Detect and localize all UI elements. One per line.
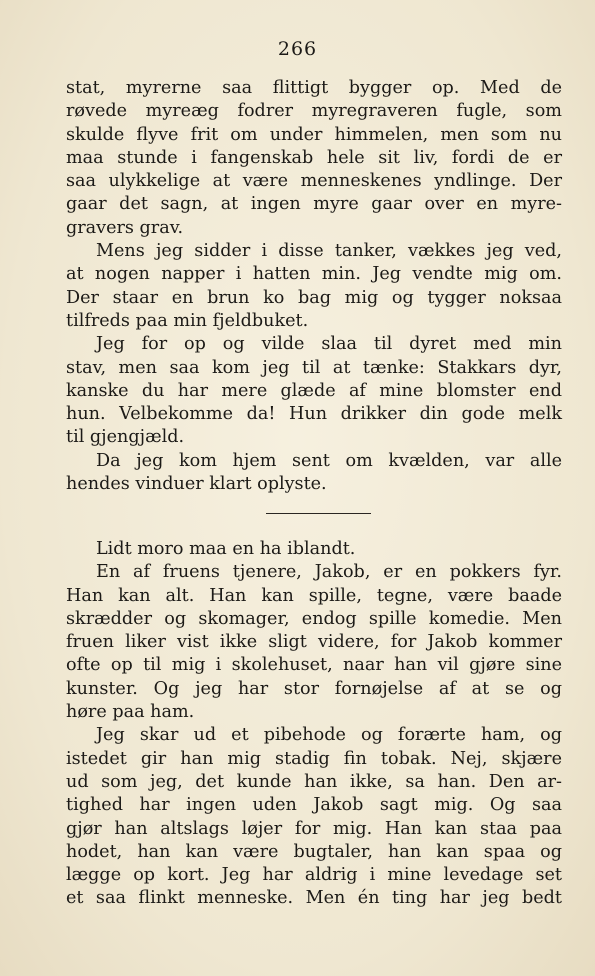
text-line: et saa flinkt menneske. Men én ting har jeg bedt xyxy=(66,888,562,909)
text-line: skrædder og skomager, endog spille komedie. Men xyxy=(66,608,562,629)
text-line: En af fruens tjenere, Jakob, er en pokkers fyr. xyxy=(96,562,562,583)
text-line: gaar det sagn, at ingen myre gaar over en myre- xyxy=(66,194,562,215)
text-line: gjør han altslags løjer for mig. Han kan staa paa xyxy=(66,818,562,839)
text-line: ud som jeg, det kunde han ikke, sa han. Den ar- xyxy=(66,771,562,792)
text-line: tighed har ingen uden Jakob sagt mig. Og saa xyxy=(66,795,562,816)
text-line: Jeg skar ud et pibehode og forærte ham, og xyxy=(96,725,562,746)
text-line: Der staar en brun ko bag mig og tygger noksaa xyxy=(66,287,562,308)
text-line: lægge op kort. Jeg har aldrig i mine levedage set xyxy=(66,865,562,886)
text-line: maa stunde i fangenskab hele sit liv, fordi de er xyxy=(66,147,562,168)
text-line: fruen liker vist ikke sligt videre, for Jakob kommer xyxy=(66,632,562,653)
text-line: hun. Velbekomme da! Hun drikker din gode melk xyxy=(66,404,562,425)
text-line: istedet gir han mig stadig fin tobak. Nej, skjære xyxy=(66,748,562,769)
text-line: tilfreds paa min fjeldbuket. xyxy=(66,310,309,331)
text-line: kunster. Og jeg har stor fornøjelse af at se og xyxy=(66,678,562,699)
text-line: gravers grav. xyxy=(66,217,184,238)
text-line: Lidt moro maa en ha iblandt. xyxy=(96,539,356,559)
text-line: stat, myrerne saa flittigt bygger op. Med de xyxy=(66,78,562,98)
page-number: 266 xyxy=(277,38,318,60)
text-line: høre paa ham. xyxy=(66,702,195,723)
text-line: Han kan alt. Han kan spille, tegne, være baade xyxy=(66,585,562,606)
text-line: skulde flyve frit om under himmelen, men som nu xyxy=(66,124,562,145)
text-line: Mens jeg sidder i disse tanker, vækkes jeg ved, xyxy=(96,241,562,262)
text-line: hendes vinduer klart oplyste. xyxy=(66,474,327,495)
text-line: saa ulykkelige at være menneskenes yndlinge. Der xyxy=(66,171,562,192)
text-section-1 xyxy=(66,77,562,496)
text-line: Jeg for op og vilde slaa til dyret med min xyxy=(96,334,562,355)
text-line: at nogen napper i hatten min. Jeg vendte mig om. xyxy=(66,264,562,285)
text-line: til gjengjæld. xyxy=(66,427,185,448)
text-line: kanske du har mere glæde af mine blomster end xyxy=(66,380,562,401)
section-divider xyxy=(266,513,371,514)
text-line: ofte op til mig i skolehuset, naar han vil gjøre sine xyxy=(66,655,562,676)
text-section-2 xyxy=(66,538,562,911)
text-line: Da jeg kom hjem sent om kvælden, var alle xyxy=(96,450,562,471)
text-line: hodet, han kan være bugtaler, han kan spaa og xyxy=(66,841,562,862)
text-line: stav, men saa kom jeg til at tænke: Stakkars dyr, xyxy=(66,357,562,378)
text-line: røvede myreæg fodrer myregraveren fugle, som xyxy=(66,101,562,122)
